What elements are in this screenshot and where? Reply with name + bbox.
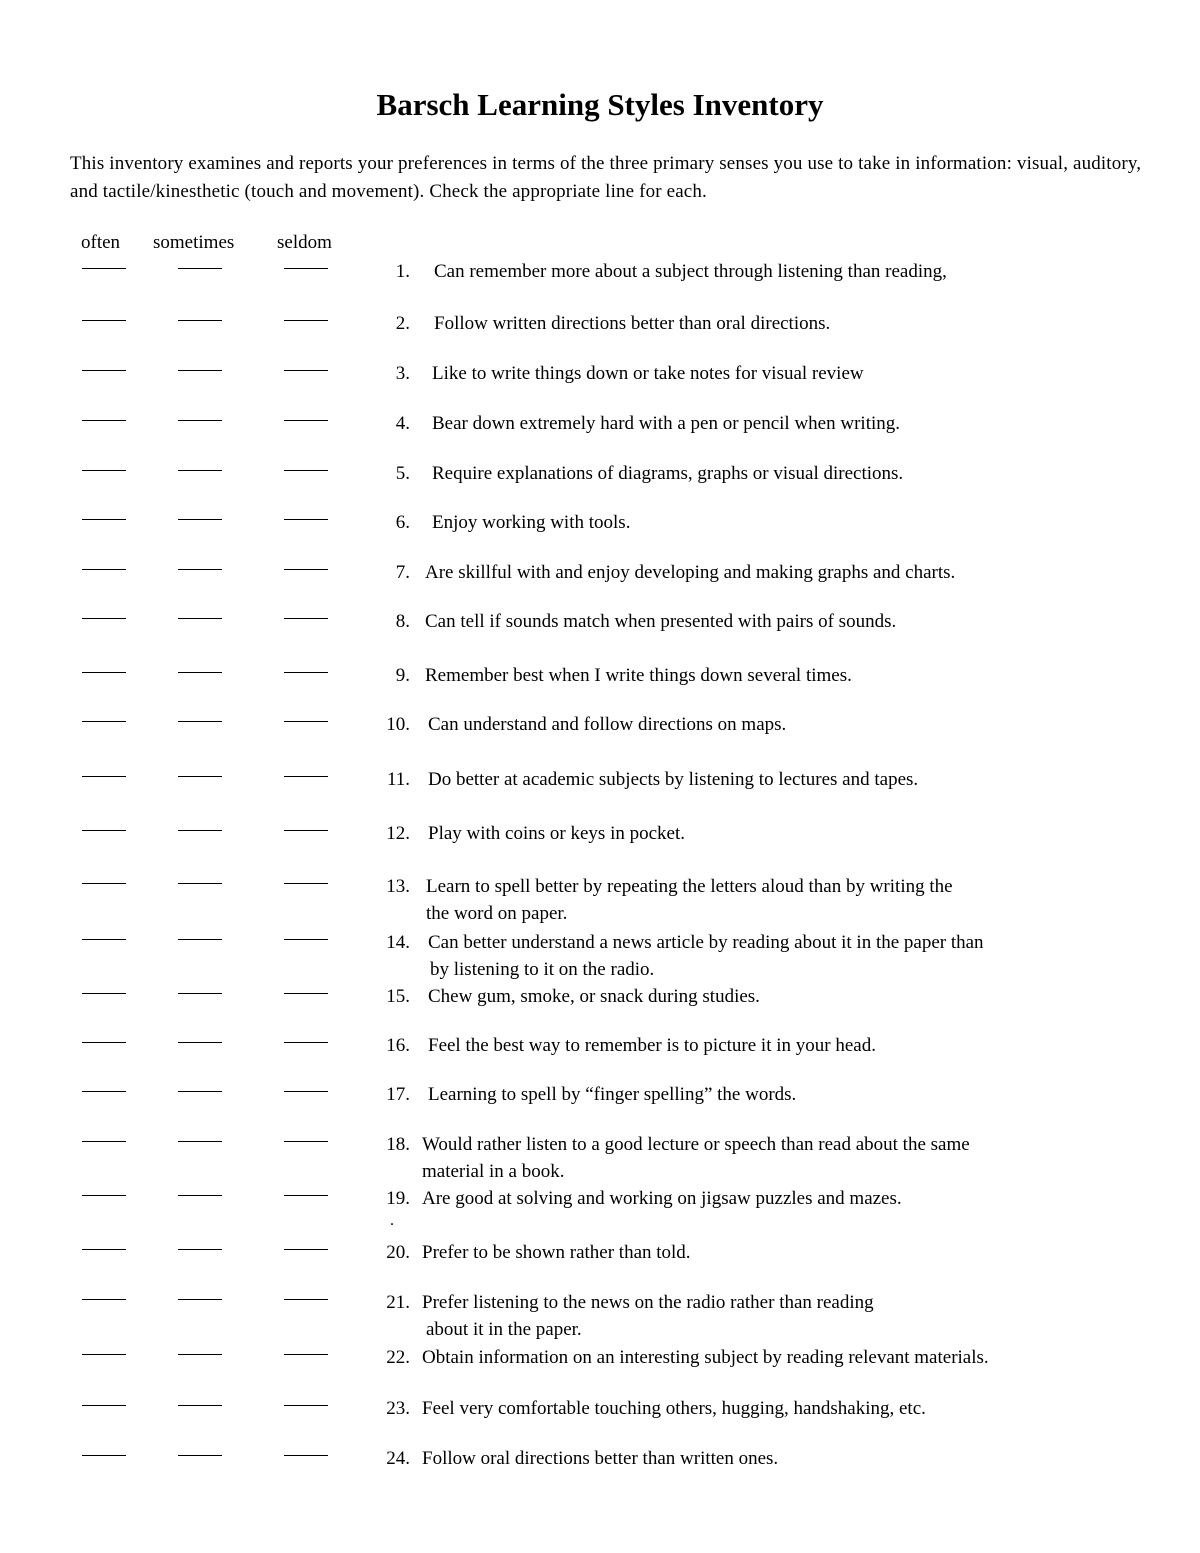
- answer-blank-sometimes[interactable]: [178, 721, 222, 722]
- column-header-seldom: seldom: [277, 232, 332, 253]
- item-text-continued: by listening to it on the radio.: [430, 959, 655, 980]
- answer-blank-sometimes[interactable]: [178, 1141, 222, 1142]
- answer-blank-seldom[interactable]: [284, 1141, 328, 1142]
- item-text: Enjoy working with tools.: [432, 512, 631, 533]
- item-number: 20.: [386, 1242, 410, 1263]
- item-number: 19.: [386, 1188, 410, 1209]
- inventory-item: [0, 1032, 1200, 1062]
- item-text: Feel the best way to remember is to picture it in your head.: [428, 1035, 876, 1056]
- answer-blank-often[interactable]: [82, 1354, 126, 1355]
- answer-blank-often[interactable]: [82, 420, 126, 421]
- answer-blank-often[interactable]: [82, 883, 126, 884]
- answer-blank-often[interactable]: [82, 672, 126, 673]
- item-number: 2.: [395, 313, 410, 334]
- inventory-item: [0, 460, 1200, 490]
- item-text: Remember best when I write things down several times.: [425, 665, 852, 686]
- inventory-item: [0, 258, 1200, 288]
- inventory-item: [0, 820, 1200, 850]
- answer-blank-seldom[interactable]: [284, 420, 328, 421]
- item-text: Feel very comfortable touching others, hugging, handshaking, etc.: [422, 1398, 926, 1419]
- item-text: Are skillful with and enjoy developing and making graphs and charts.: [425, 562, 956, 583]
- answer-blank-often[interactable]: [82, 721, 126, 722]
- answer-blank-seldom[interactable]: [284, 1195, 328, 1196]
- answer-blank-sometimes[interactable]: [178, 1195, 222, 1196]
- answer-blank-sometimes[interactable]: [178, 420, 222, 421]
- answer-blank-seldom[interactable]: [284, 672, 328, 673]
- item-number: 14.: [386, 932, 410, 953]
- inventory-item: [0, 1395, 1200, 1425]
- item-text: Like to write things down or take notes for visual review: [432, 363, 864, 384]
- item-number: 13.: [386, 876, 410, 897]
- item-number: 10.: [386, 714, 410, 735]
- answer-blank-often[interactable]: [82, 1091, 126, 1092]
- answer-blank-seldom[interactable]: [284, 519, 328, 520]
- answer-blank-often[interactable]: [82, 1141, 126, 1142]
- item-text: Follow oral directions better than written ones.: [422, 1448, 779, 1469]
- answer-blank-seldom[interactable]: [284, 268, 328, 269]
- item-text: Play with coins or keys in pocket.: [428, 823, 685, 844]
- item-number: 23.: [386, 1398, 410, 1419]
- item-number: 12.: [386, 823, 410, 844]
- answer-blank-seldom[interactable]: [284, 830, 328, 831]
- answer-blank-seldom[interactable]: [284, 1299, 328, 1300]
- answer-blank-sometimes[interactable]: [178, 519, 222, 520]
- answer-blank-seldom[interactable]: [284, 470, 328, 471]
- item-number: 6.: [395, 512, 410, 533]
- answer-blank-seldom[interactable]: [284, 883, 328, 884]
- answer-blank-often[interactable]: [82, 1405, 126, 1406]
- answer-blank-seldom[interactable]: [284, 939, 328, 940]
- answer-blank-often[interactable]: [82, 1249, 126, 1250]
- item-text: Prefer to be shown rather than told.: [422, 1242, 691, 1263]
- answer-blank-seldom[interactable]: [284, 618, 328, 619]
- item-text: Bear down extremely hard with a pen or pencil when writing.: [432, 413, 900, 434]
- answer-blank-seldom[interactable]: [284, 1091, 328, 1092]
- answer-blank-seldom[interactable]: [284, 993, 328, 994]
- item-text: Require explanations of diagrams, graphs or visual directions.: [432, 463, 904, 484]
- answer-blank-seldom[interactable]: [284, 320, 328, 321]
- item-text-continued: the word on paper.: [426, 903, 568, 924]
- item-text: Can better understand a news article by reading about it in the paper than: [428, 932, 984, 953]
- item-number: 15.: [386, 986, 410, 1007]
- inventory-item: [0, 766, 1200, 796]
- item-number: 9.: [395, 665, 410, 686]
- answer-blank-sometimes[interactable]: [178, 470, 222, 471]
- item-number: 4.: [395, 413, 410, 434]
- item-number: 8.: [395, 611, 410, 632]
- answer-blank-often[interactable]: [82, 519, 126, 520]
- answer-blank-sometimes[interactable]: [178, 830, 222, 831]
- answer-blank-often[interactable]: [82, 618, 126, 619]
- item-text: Can tell if sounds match when presented with pairs of sounds.: [425, 611, 897, 632]
- answer-blank-sometimes[interactable]: [178, 1405, 222, 1406]
- inventory-item: [0, 929, 1200, 980]
- item-text: Chew gum, smoke, or snack during studies.: [428, 986, 760, 1007]
- answer-blank-often[interactable]: [82, 320, 126, 321]
- answer-blank-sometimes[interactable]: [178, 776, 222, 777]
- answer-blank-seldom[interactable]: [284, 1354, 328, 1355]
- answer-blank-sometimes[interactable]: [178, 672, 222, 673]
- answer-blank-seldom[interactable]: [284, 1405, 328, 1406]
- answer-blank-sometimes[interactable]: [178, 1042, 222, 1043]
- item-number: 22.: [386, 1347, 410, 1368]
- answer-blank-often[interactable]: [82, 993, 126, 994]
- answer-blank-seldom[interactable]: [284, 370, 328, 371]
- item-number: 24.: [386, 1448, 410, 1469]
- answer-blank-sometimes[interactable]: [178, 883, 222, 884]
- item-text: Learn to spell better by repeating the letters aloud than by writing the: [426, 876, 953, 897]
- item-text: Can understand and follow directions on maps.: [428, 714, 787, 735]
- inventory-item: [0, 360, 1200, 390]
- inventory-item: [0, 1289, 1200, 1340]
- answer-blank-seldom[interactable]: [284, 721, 328, 722]
- item-text: Obtain information on an interesting subject by reading relevant materials.: [422, 1347, 989, 1368]
- inventory-item: [0, 1131, 1200, 1182]
- item-number: 7.: [395, 562, 410, 583]
- item-number: 16.: [386, 1035, 410, 1056]
- page-title: Barsch Learning Styles Inventory: [376, 87, 824, 122]
- answer-blank-often[interactable]: [82, 1299, 126, 1300]
- inventory-item: [0, 662, 1200, 692]
- answer-blank-seldom[interactable]: [284, 569, 328, 570]
- item-text: Would rather listen to a good lecture or speech than read about the same: [422, 1134, 970, 1155]
- column-header-sometimes: sometimes: [153, 232, 235, 253]
- answer-blank-sometimes[interactable]: [178, 993, 222, 994]
- answer-blank-sometimes[interactable]: [178, 1299, 222, 1300]
- answer-blank-sometimes[interactable]: [178, 320, 222, 321]
- inventory-item: [0, 873, 1200, 924]
- item-number: 5.: [395, 463, 410, 484]
- column-header-often: often: [81, 232, 121, 253]
- item-text: Follow written directions better than oral directions.: [434, 313, 831, 334]
- answer-blank-sometimes[interactable]: [178, 939, 222, 940]
- item-text: Can remember more about a subject through listening than reading,: [434, 261, 947, 282]
- item-text-continued: about it in the paper.: [426, 1319, 582, 1340]
- answer-blank-often[interactable]: [82, 370, 126, 371]
- answer-blank-sometimes[interactable]: [178, 618, 222, 619]
- inventory-item: [0, 1081, 1200, 1111]
- answer-blank-often[interactable]: [82, 569, 126, 570]
- inventory-item: [0, 559, 1200, 589]
- answer-blank-often[interactable]: [82, 1195, 126, 1196]
- item-text: Are good at solving and working on jigsaw puzzles and mazes.: [422, 1188, 902, 1209]
- item-number: 21.: [386, 1292, 410, 1313]
- inventory-item: [0, 711, 1200, 741]
- item-number: 11.: [386, 769, 410, 790]
- answer-blank-sometimes[interactable]: [178, 569, 222, 570]
- answer-blank-often[interactable]: [82, 939, 126, 940]
- answer-blank-sometimes[interactable]: [178, 268, 222, 269]
- item-number: 3.: [395, 363, 410, 384]
- intro-paragraph: This inventory examines and reports your preferences in terms of the three primary senses you use to take in information: visual, auditory, and tactile/kinesthetic (touch and movement). Check the appropriate line for each.: [70, 153, 1142, 202]
- inventory-item: [0, 983, 1200, 1013]
- answer-blank-often[interactable]: [82, 470, 126, 471]
- stray-mark: .: [390, 1212, 394, 1229]
- item-text: Prefer listening to the news on the radio rather than reading: [422, 1292, 874, 1313]
- answer-blank-sometimes[interactable]: [178, 1455, 222, 1456]
- item-text: Learning to spell by “finger spelling” the words.: [428, 1084, 797, 1105]
- inventory-item: [0, 1239, 1200, 1269]
- answer-blank-seldom[interactable]: [284, 776, 328, 777]
- answer-blank-seldom[interactable]: [284, 1249, 328, 1250]
- answer-blank-seldom[interactable]: [284, 1042, 328, 1043]
- answer-blank-seldom[interactable]: [284, 1455, 328, 1456]
- inventory-item: [0, 310, 1200, 340]
- answer-blank-sometimes[interactable]: [178, 1354, 222, 1355]
- answer-blank-often[interactable]: [82, 1042, 126, 1043]
- inventory-item: [0, 1445, 1200, 1475]
- inventory-item: [0, 608, 1200, 638]
- inventory-item: [0, 1344, 1200, 1374]
- answer-blank-sometimes[interactable]: [178, 1091, 222, 1092]
- item-number: 1.: [395, 261, 410, 282]
- item-text-continued: material in a book.: [422, 1161, 565, 1182]
- answer-blank-often[interactable]: [82, 268, 126, 269]
- answer-blank-sometimes[interactable]: [178, 1249, 222, 1250]
- answer-blank-often[interactable]: [82, 1455, 126, 1456]
- inventory-item: [0, 410, 1200, 440]
- answer-blank-often[interactable]: [82, 830, 126, 831]
- answer-blank-often[interactable]: [82, 776, 126, 777]
- inventory-item: [0, 509, 1200, 539]
- item-number: 17.: [386, 1084, 410, 1105]
- inventory-item: [0, 1185, 1200, 1215]
- item-text: Do better at academic subjects by listening to lectures and tapes.: [428, 769, 919, 790]
- item-number: 18.: [386, 1134, 410, 1155]
- answer-blank-sometimes[interactable]: [178, 370, 222, 371]
